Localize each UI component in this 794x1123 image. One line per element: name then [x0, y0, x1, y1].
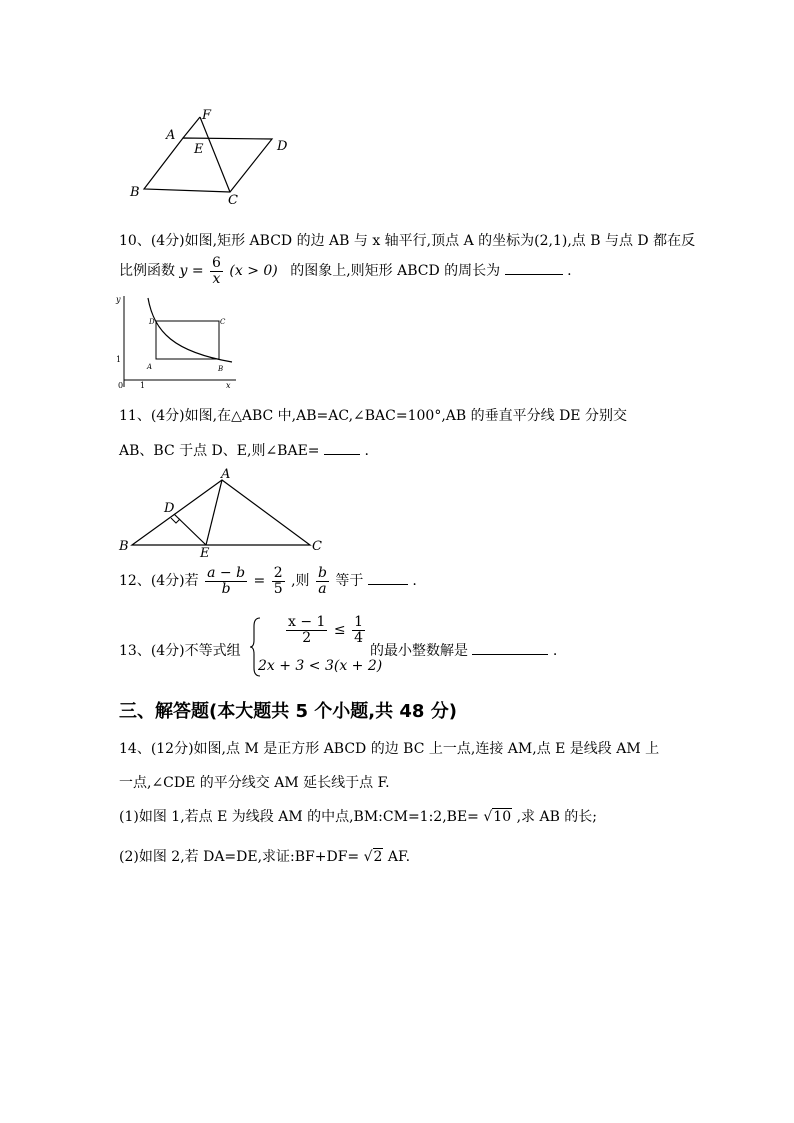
q12-frac2-den: 5	[273, 580, 283, 597]
q10-frac-den: x	[212, 270, 221, 287]
q10-frac-num: 6	[212, 255, 221, 271]
fig10-label-y: y	[116, 295, 121, 304]
q12-frac2-num: 2	[273, 565, 283, 581]
q11-end: .	[364, 443, 369, 459]
q10-fraction	[210, 256, 223, 286]
section-3-title: 三、解答题(本大题共 5 个小题,共 48 分)	[119, 701, 457, 722]
q12-frac3-num: b	[317, 565, 327, 581]
q12-line	[119, 566, 417, 596]
fig9-label-B: B	[130, 185, 140, 200]
q14-part2	[119, 846, 410, 866]
q12-frac1-num: a − b	[207, 565, 246, 581]
q12-mid: ,则	[291, 573, 310, 590]
q13-row2: 2x + 3 < 3(x + 2)	[258, 658, 383, 674]
q14-part1	[119, 806, 597, 826]
fig10-label-origin: 0	[118, 381, 124, 390]
q13-row1	[284, 615, 367, 645]
q14-p1-text-a: (1)如图 1,若点 E 为线段 AM 的中点,BM:CM=1:2,BE=	[119, 809, 479, 825]
fig9-label-F: F	[202, 108, 212, 123]
q13-prefix: 13、(4分)不等式组	[119, 643, 241, 659]
q13-answer-blank[interactable]	[472, 653, 548, 655]
q14-p2-sqrt: √2	[363, 849, 383, 865]
fig10-label-D: D	[149, 318, 155, 326]
fig9-label-E: E	[194, 142, 204, 157]
q13-row1-op: ≤	[333, 622, 346, 639]
q10-eq: =	[191, 263, 204, 280]
fig11-label-A: A	[221, 467, 231, 482]
q11-line2	[119, 440, 369, 460]
fig11-label-E: E	[200, 546, 210, 558]
fig11-label-B: B	[119, 539, 129, 554]
q12-fraction-1	[205, 566, 247, 596]
q13-suffix: 的最小整数解是	[370, 643, 468, 659]
q14-p1-sqrt: √10	[483, 809, 512, 825]
q14-p1-radicand: 10	[493, 809, 512, 825]
q13-row1-den: 2	[302, 629, 312, 646]
q10-y: y	[179, 263, 188, 280]
q13-row1-num2: 1	[354, 614, 363, 630]
q12-prefix: 12、(4分)若	[119, 573, 199, 590]
q12-suffix: 等于	[335, 573, 364, 590]
q14-p2-radicand: 2	[373, 849, 383, 865]
fig10-label-1y: 1	[116, 355, 122, 364]
q13-row1-frac2	[352, 615, 365, 645]
fig10-label-1x: 1	[140, 381, 146, 390]
q12-end: .	[412, 573, 417, 590]
figure-parallelogram	[120, 105, 310, 210]
q10-condition: (x > 0)	[229, 263, 278, 280]
fig10-label-B: B	[218, 365, 224, 373]
fig9-label-D: D	[277, 139, 288, 154]
q14-p2-text-b: AF.	[387, 849, 411, 865]
q13-end: .	[552, 643, 558, 659]
q10-text-b: 的图象上,则矩形 ABCD 的周长为	[290, 263, 501, 280]
q12-fraction-2	[272, 566, 285, 596]
fig10-label-A: A	[147, 363, 153, 371]
fig10-label-x: x	[226, 381, 231, 390]
figure-triangle	[114, 466, 329, 558]
q12-frac1-den: b	[221, 580, 231, 597]
q10-answer-blank[interactable]	[505, 273, 563, 275]
q13-tail	[370, 640, 557, 660]
q12-frac3-den: a	[318, 580, 327, 597]
q10-line1: 10、(4分)如图,矩形 ABCD 的边 AB 与 x 轴平行,顶点 A 的坐标为(2,1),点 B 与点 D 都在反	[119, 233, 696, 249]
q11-answer-blank[interactable]	[324, 453, 360, 455]
q13-row1-den2: 4	[354, 629, 363, 646]
fig9-label-A: A	[166, 128, 176, 143]
fig11-label-D: D	[164, 501, 175, 516]
fig10-label-C: C	[220, 318, 226, 326]
q12-fraction-3	[316, 566, 329, 596]
fig11-label-C: C	[312, 539, 322, 554]
q10-text-a: 比例函数	[119, 263, 175, 280]
q11-text: AB、BC 于点 D、E,则∠BAE=	[119, 443, 320, 459]
q14-line1: 14、(12分)如图,点 M 是正方形 ABCD 的边 BC 上一点,连接 AM,点 E 是线段 AM 上	[119, 741, 660, 757]
q13-row1-num: x − 1	[288, 614, 326, 630]
q10-end: .	[567, 263, 572, 280]
q14-p1-text-b: ,求 AB 的长;	[516, 809, 598, 825]
q10-line2	[119, 256, 572, 286]
figure-rectangle-hyperbola	[114, 292, 239, 394]
q14-line2: 一点,∠CDE 的平分线交 AM 延长线于点 F.	[119, 775, 390, 791]
q12-answer-blank[interactable]	[368, 583, 408, 585]
q14-p2-text-a: (2)如图 2,若 DA=DE,求证:BF+DF=	[119, 849, 360, 865]
fig9-label-C: C	[228, 193, 238, 208]
q13-row1-frac	[286, 615, 327, 645]
q12-eq: =	[253, 573, 266, 590]
q11-line1: 11、(4分)如图,在△ABC 中,AB=AC,∠BAC=100°,AB 的垂直平分线 DE 分别交	[119, 408, 627, 424]
